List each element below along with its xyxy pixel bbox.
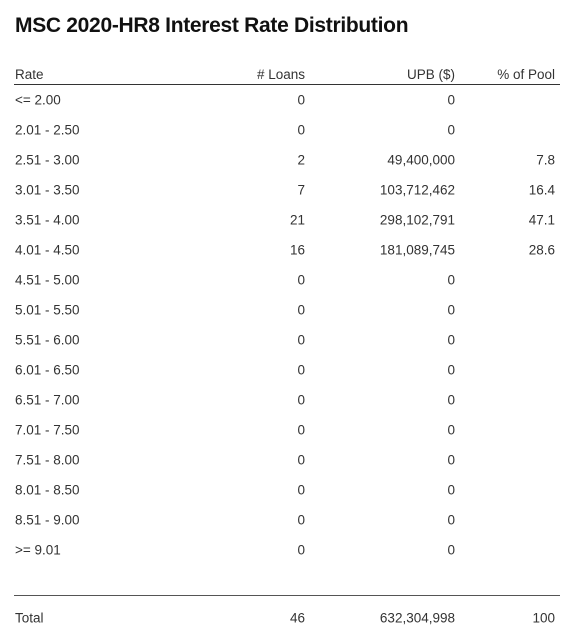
cell-rate: 7.51 - 8.00	[15, 452, 80, 468]
cell-upb: 103,712,462	[379, 182, 455, 198]
table-row	[14, 385, 560, 415]
cell-upb: 298,102,791	[379, 212, 455, 228]
cell-rate: 3.01 - 3.50	[15, 182, 80, 198]
cell-loans: 0	[297, 392, 305, 408]
total-label: Total	[15, 610, 44, 626]
cell-loans: 0	[297, 482, 305, 498]
cell-upb: 0	[447, 392, 455, 408]
table-header	[14, 64, 560, 85]
table-row	[14, 115, 560, 145]
cell-rate: >= 9.01	[15, 542, 61, 558]
cell-loans: 21	[289, 212, 305, 228]
header-upb: UPB ($)	[406, 67, 455, 82]
header-pct: % of Pool	[497, 67, 555, 82]
cell-loans: 0	[297, 452, 305, 468]
cell-upb: 0	[447, 452, 455, 468]
cell-upb: 0	[447, 512, 455, 528]
cell-loans: 2	[297, 152, 305, 168]
cell-loans: 0	[297, 122, 305, 138]
cell-loans: 0	[297, 302, 305, 318]
cell-loans: 0	[297, 512, 305, 528]
table-row	[14, 235, 560, 265]
cell-upb: 0	[447, 302, 455, 318]
cell-upb: 181,089,745	[379, 242, 455, 258]
rate-distribution-table	[14, 64, 560, 565]
table-row	[14, 355, 560, 385]
total-upb: 632,304,998	[379, 610, 455, 626]
header-rate: Rate	[15, 67, 44, 82]
cell-rate: 7.01 - 7.50	[15, 422, 80, 438]
table-row	[14, 205, 560, 235]
table-row	[14, 265, 560, 295]
cell-rate: 4.51 - 5.00	[15, 272, 80, 288]
cell-loans: 0	[297, 542, 305, 558]
cell-rate: 6.51 - 7.00	[15, 392, 80, 408]
cell-upb: 49,400,000	[387, 152, 455, 168]
cell-rate: 2.01 - 2.50	[15, 122, 80, 138]
table-row	[14, 535, 560, 565]
cell-rate: 6.01 - 6.50	[15, 362, 80, 378]
table-row	[14, 325, 560, 355]
total-loans: 46	[289, 610, 305, 626]
cell-pct: 28.6	[528, 242, 555, 258]
cell-rate: 2.51 - 3.00	[15, 152, 80, 168]
cell-loans: 7	[297, 182, 305, 198]
cell-pct: 16.4	[528, 182, 555, 198]
table-row	[14, 85, 560, 115]
cell-pct: 7.8	[536, 152, 555, 168]
table-row	[14, 505, 560, 535]
cell-rate: 8.01 - 8.50	[15, 482, 80, 498]
cell-loans: 0	[297, 362, 305, 378]
cell-rate: 8.51 - 9.00	[15, 512, 80, 528]
table-row	[14, 415, 560, 445]
cell-loans: 0	[297, 92, 305, 108]
cell-rate: 5.01 - 5.50	[15, 302, 80, 318]
cell-upb: 0	[447, 542, 455, 558]
cell-pct: 47.1	[528, 212, 555, 228]
table-row	[14, 445, 560, 475]
table-body	[14, 85, 560, 565]
cell-upb: 0	[447, 422, 455, 438]
cell-loans: 0	[297, 272, 305, 288]
cell-loans: 0	[297, 332, 305, 348]
table-row	[14, 475, 560, 505]
cell-upb: 0	[447, 362, 455, 378]
table-row	[14, 295, 560, 325]
cell-rate: <= 2.00	[15, 92, 61, 108]
total-section	[14, 595, 560, 640]
cell-upb: 0	[447, 122, 455, 138]
table-row	[14, 175, 560, 205]
cell-rate: 3.51 - 4.00	[15, 212, 80, 228]
table-row	[14, 145, 560, 175]
cell-upb: 0	[447, 482, 455, 498]
cell-upb: 0	[447, 92, 455, 108]
cell-upb: 0	[447, 272, 455, 288]
cell-loans: 16	[289, 242, 305, 258]
cell-rate: 5.51 - 6.00	[15, 332, 80, 348]
cell-upb: 0	[447, 332, 455, 348]
cell-loans: 0	[297, 422, 305, 438]
page-title: MSC 2020-HR8 Interest Rate Distribution	[15, 14, 409, 37]
total-pct: 100	[532, 610, 555, 626]
cell-rate: 4.01 - 4.50	[15, 242, 80, 258]
total-row	[14, 596, 560, 640]
header-loans: # Loans	[256, 67, 305, 82]
